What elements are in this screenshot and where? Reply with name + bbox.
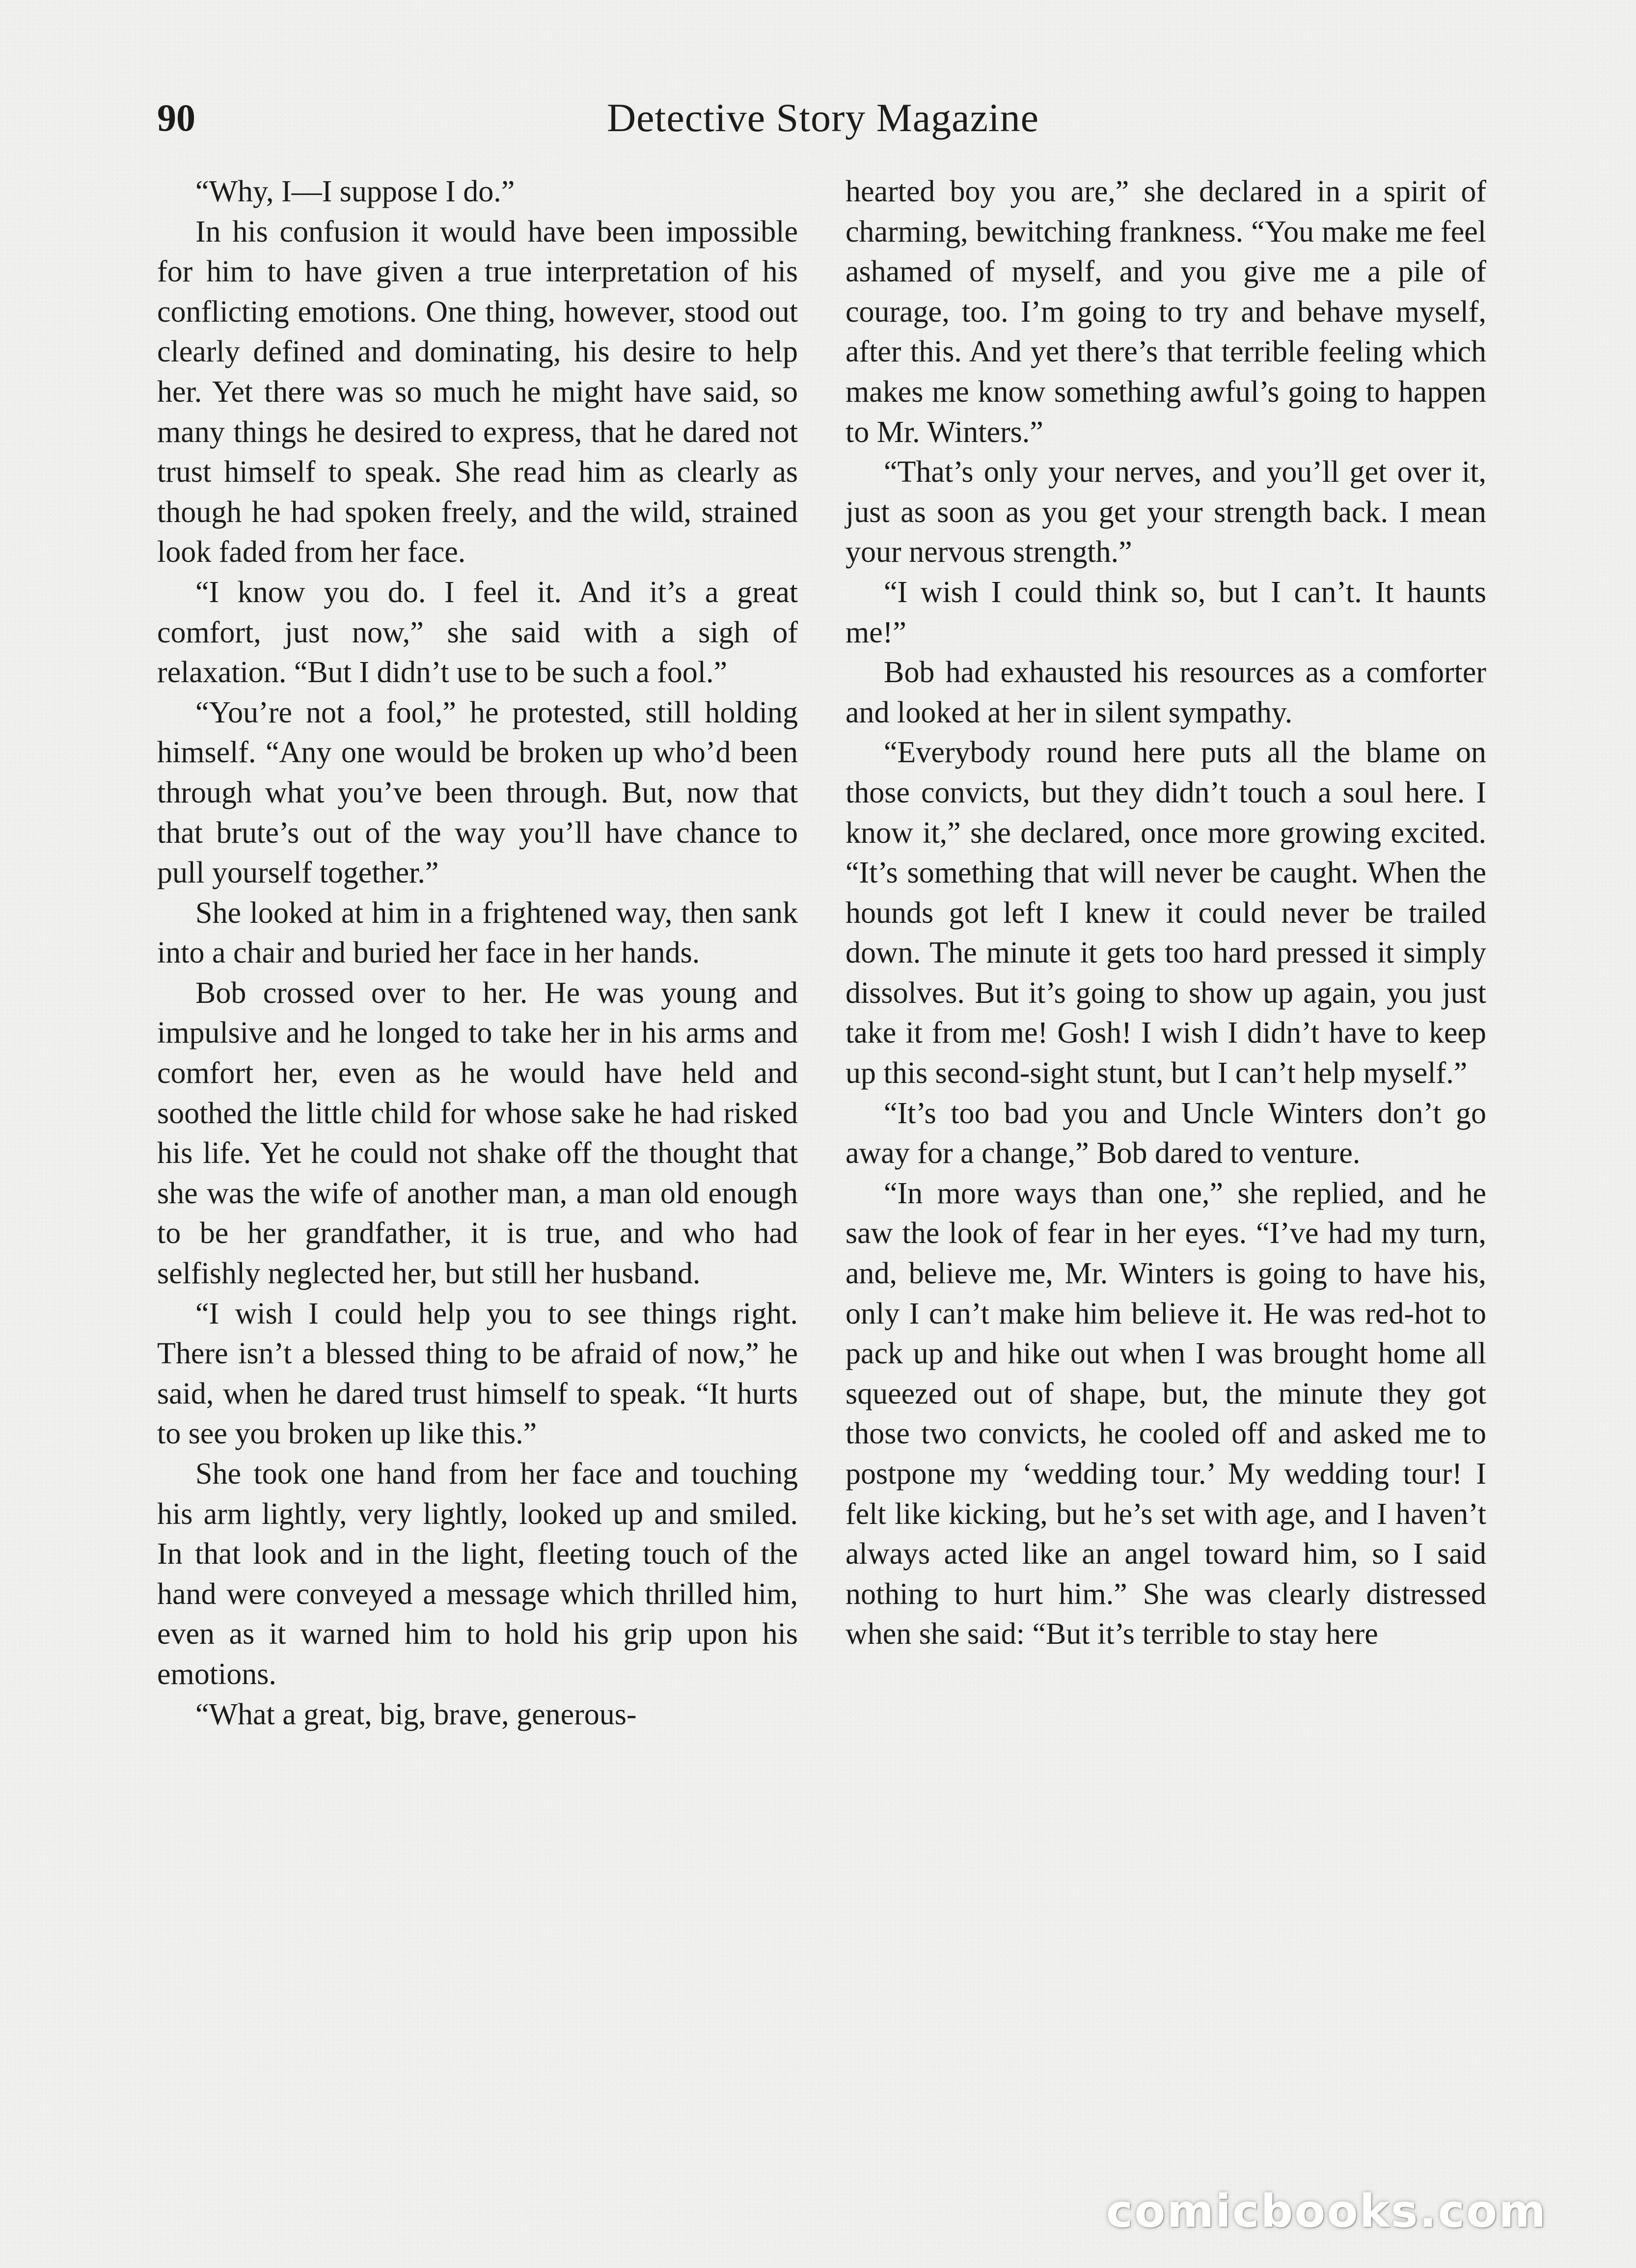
paragraph: Bob had exhausted his resources as a comforter and looked at her in silent sympathy. — [845, 656, 1486, 729]
paragraph: “I wish I could help you to see things right. There isn’t a blessed thing to be afraid of now,” he said, when he dared trust himself to speak. “It hurts to see you broken up like this.” — [157, 1297, 798, 1451]
paragraph: She looked at him in a frightened way, then sank into a chair and buried her face in her hands. — [157, 896, 798, 970]
paragraph: “Everybody round here puts all the blame on those convicts, but they didn’t touch a soul here. I know it,” she declared, once more growing excited. “It’s something that will never be caught. When the hounds got left I knew it could never be trailed down. The minute it gets too hard pressed it simply dissolves. But it’s going to show up again, you just take it from me! Gosh! I wish I didn’t have to keep up this second-sight stunt, but I can’t help myself.” — [845, 736, 1486, 1090]
paragraph: “That’s only your nerves, and you’ll get over it, just as soon as you get your strength back. I mean your nervous strength.” — [845, 455, 1486, 569]
paragraph: “I know you do. I feel it. And it’s a great comfort, just now,” she said with a sigh of relaxation. “But I didn’t use to be such a fool.” — [157, 575, 798, 690]
paragraph: “What a great, big, brave, generous- — [195, 1697, 637, 1731]
paragraph: “In more ways than one,” she replied, and he saw the look of fear in her eyes. “I’ve had my turn, and, believe me, Mr. Winters is going to have his, only I can’t make him believe it. He was red-hot to pack up and hike out when I was brought home all squeezed out of shape, but, the minute they got those two convicts, he cooled off and asked me to postpone my ‘wedding tour.’ My wedding tour! I felt like kicking, but he’s set with age, and I haven’t always acted like an angel toward him, so I said nothing to hurt him.” She was clearly distressed when she said: “But it’s terrible to stay here — [845, 1176, 1486, 1651]
paragraph: In his confusion it would have been impossible for him to have given a true interpretation of his conflicting emotions. One thing, however, stood out clearly defined and dominating, his desire to help her. Yet there was so much he might have said, so many things he desired to express, that he dared not trust himself to speak. She read him as clearly as though he had spoken freely, and the wild, strained look faded from her face. — [157, 215, 798, 569]
running-head — [157, 86, 1489, 150]
continued-paragraph: hearted boy you are,” she declared in a spirit of charming, bewitching frankness. “You make me feel ashamed of myself, and you give me a pile of courage, too. I’m going to try and behave myself, after this. And yet there’s that terrible feeling which makes me know something awful’s going to happen to Mr. Winters.” — [845, 175, 1486, 449]
paragraph: Bob crossed over to her. He was young and impulsive and he longed to take her in his arms and comfort her, even as he would have held and soothed the little child for whose sake he had risked his life. Yet he could not shake off the thought that she was the wife of another man, a man old enough to be her grandfather, it is true, and who had selfishly neglected her, but still her husband. — [157, 976, 798, 1291]
paragraph: “Why, I—I suppose I do.” — [195, 175, 515, 208]
paragraph: “I wish I could think so, but I can’t. It haunts me!” — [845, 575, 1486, 649]
left-column — [157, 172, 798, 1735]
page-number: 90 — [157, 96, 195, 139]
paragraph: “You’re not a fool,” he protested, still holding himself. “Any one would be broken up who’d been through what you’ve been through. But, now that that brute’s out of the way you’ll have chance to pull yourself together.” — [157, 695, 798, 890]
right-column — [845, 172, 1486, 1655]
magazine-title: Detective Story Magazine — [606, 95, 1039, 140]
watermark: comicbooks.com — [1106, 2185, 1548, 2238]
paragraph: “It’s too bad you and Uncle Winters don’t go away for a change,” Bob dared to venture. — [845, 1096, 1486, 1170]
paragraph: She took one hand from her face and touching his arm lightly, very lightly, looked up and smiled. In that look and in the light, fleeting touch of the hand were conveyed a message which thrilled him, even as it warned him to hold his grip upon his emotions. — [157, 1457, 798, 1691]
